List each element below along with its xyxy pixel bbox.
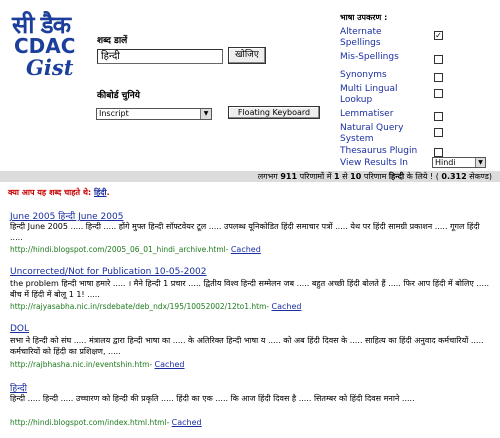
cdac-logo-hindi: सी डैक (12, 11, 71, 39)
result-cached-link-4[interactable]: Cached (171, 418, 202, 427)
gist-logo: Gist (26, 55, 74, 80)
search-button[interactable]: खोजिए (228, 47, 266, 64)
chevron-down-icon: ▼ (475, 158, 485, 167)
option-checkbox-alternate-spellings[interactable]: ✓ (435, 31, 442, 40)
result-url-2 (10, 302, 302, 311)
results-summary-text (258, 171, 492, 182)
result-url-1 (10, 245, 261, 254)
option-label-natural-query-system: Natural Query System (340, 123, 404, 144)
result-snippet-4: हिन्दी ..... हिन्दी ..... उच्चारण को हिन्दी की प्रकृति ..... हिंदी का एक ..... कि आज हिंदी दिवस है ..... सितम्बर को हिंदी दिवस मनाने ..... (10, 394, 415, 403)
option-label-lemmatiser: Lemmatiser (340, 109, 394, 119)
keyboard-select[interactable] (96, 108, 212, 120)
did-you-mean-prefix: क्या आप यह शब्द चाहते थे: (8, 188, 92, 197)
result-url-text-2: http://rajyasabha.nic.in/rsdebate/deb_ndx/195/10052002/12to1.htm- (10, 302, 270, 311)
option-label-thesaurus-plugin: Thesaurus Plugin (340, 146, 418, 156)
result-title-4[interactable]: हिन्दी (10, 384, 28, 394)
option-label-mis-spellings: Mis-Spellings (340, 52, 399, 62)
summary-term: हिन्दी (388, 172, 405, 181)
keyboard-label: कीबोर्ड चुनिये (97, 91, 140, 101)
summary-prefix: लगभग (257, 172, 278, 181)
chevron-down-icon: ▼ (200, 109, 211, 119)
view-results-label: View Results In (340, 158, 408, 168)
option-checkbox-lemmatiser[interactable] (434, 112, 443, 121)
view-results-select-value: Hindi (435, 158, 456, 167)
result-snippet-3: सभा ने हिन्दी को संघ ..... मंत्रालय द्वारा हिन्दी भाषा का ..... के अतिरिक्त हिन्दी भाषा य ..... को अब हिंदी दिवस के ..... साहित्य का हिंदी अनुवाद कर्मचारियों ..... कर्मचारियों को हिंदी का प्रशिक्षण, ..... (10, 336, 484, 356)
cdac-logo-text: CDAC (14, 34, 76, 58)
result-url-text-3: http://rajbhasha.nic.in/eventshin.htm- (10, 360, 153, 369)
view-results-select[interactable] (432, 157, 486, 168)
result-cached-link-3[interactable]: Cached (154, 360, 185, 369)
did-you-mean (8, 187, 110, 198)
summary-suffix: सेकण्ड) (469, 172, 492, 181)
option-checkbox-natural-query-system[interactable] (434, 128, 443, 137)
option-checkbox-mis-spellings[interactable] (434, 55, 443, 64)
keyboard-select-value: Inscript (99, 109, 129, 118)
result-cached-link-2[interactable]: Cached (271, 302, 302, 311)
option-label-synonyms: Synonyms (340, 70, 387, 80)
option-checkbox-synonyms[interactable] (434, 73, 443, 82)
option-label-alternate-spellings: Alternate Spellings (340, 27, 382, 48)
result-url-4 (10, 418, 202, 427)
summary-se: से (342, 172, 348, 181)
results-summary-bar (0, 171, 500, 182)
language-tools-title: भाषा उपकरण : (340, 13, 388, 22)
did-you-mean-suffix: . (106, 188, 110, 197)
floating-keyboard-button[interactable]: Floating Keyboard (228, 106, 320, 119)
result-url-text-4: http://hindi.blogspot.com/index.html.html- (10, 418, 170, 427)
result-snippet-2: the problem हिन्दी भाषा हमारे ..... । मैने हिन्दी 1 प्रचार ..... द्वितीय विश्व हिन्दी सम्मेलन जब ..... बहुत अच्छी हिंदी बोलते हैं ..... फिर आप हिंदी में बोलिए ..... बीच में हिंदी में बोलू 1 1! ..... (10, 279, 490, 299)
option-checkbox-multi-lingual-lookup[interactable] (434, 89, 443, 98)
result-url-3 (10, 360, 185, 369)
summary-from: 1 (334, 172, 340, 181)
result-title-1[interactable]: June 2005 हिन्दी June 2005 (10, 212, 124, 222)
did-you-mean-link[interactable]: हिंदी (93, 188, 107, 197)
summary-to: 10 (350, 172, 362, 181)
result-title-3[interactable]: DOL (10, 324, 30, 334)
option-label-multi-lingual-lookup: Multi Lingual Lookup (340, 84, 398, 105)
result-url-text-1: http://hindi.blogspot.com/2005_06_01_hindi_archive.html- (10, 245, 229, 254)
result-title-2[interactable]: Uncorrected/Not for Publication 10-05-2002 (10, 267, 207, 277)
result-snippet-1: हिन्दी June 2005 ..... हिन्दी ..... होंगे मुफ्त हिन्दी सॉफ्टवेयर टूल ..... उपलब्ध यूनिकोडित हिंदी समाचार पत्रों ..... येथ पर हिंदी सामग्री प्रकाशन ..... गूगल हिंदी ..... (10, 222, 480, 242)
summary-time: 0.312 (441, 172, 467, 181)
summary-mid2: परिणाम (363, 172, 387, 181)
search-label: शब्द डालें (97, 36, 128, 46)
result-cached-link-1[interactable]: Cached (230, 245, 261, 254)
search-input[interactable]: हिन्दी (97, 49, 223, 64)
summary-mid1: परिणामों में (299, 172, 332, 181)
summary-total: 911 (280, 172, 298, 181)
option-checkbox-thesaurus-plugin[interactable] (434, 148, 443, 157)
summary-mid3: के लिये ! ( (406, 172, 439, 181)
